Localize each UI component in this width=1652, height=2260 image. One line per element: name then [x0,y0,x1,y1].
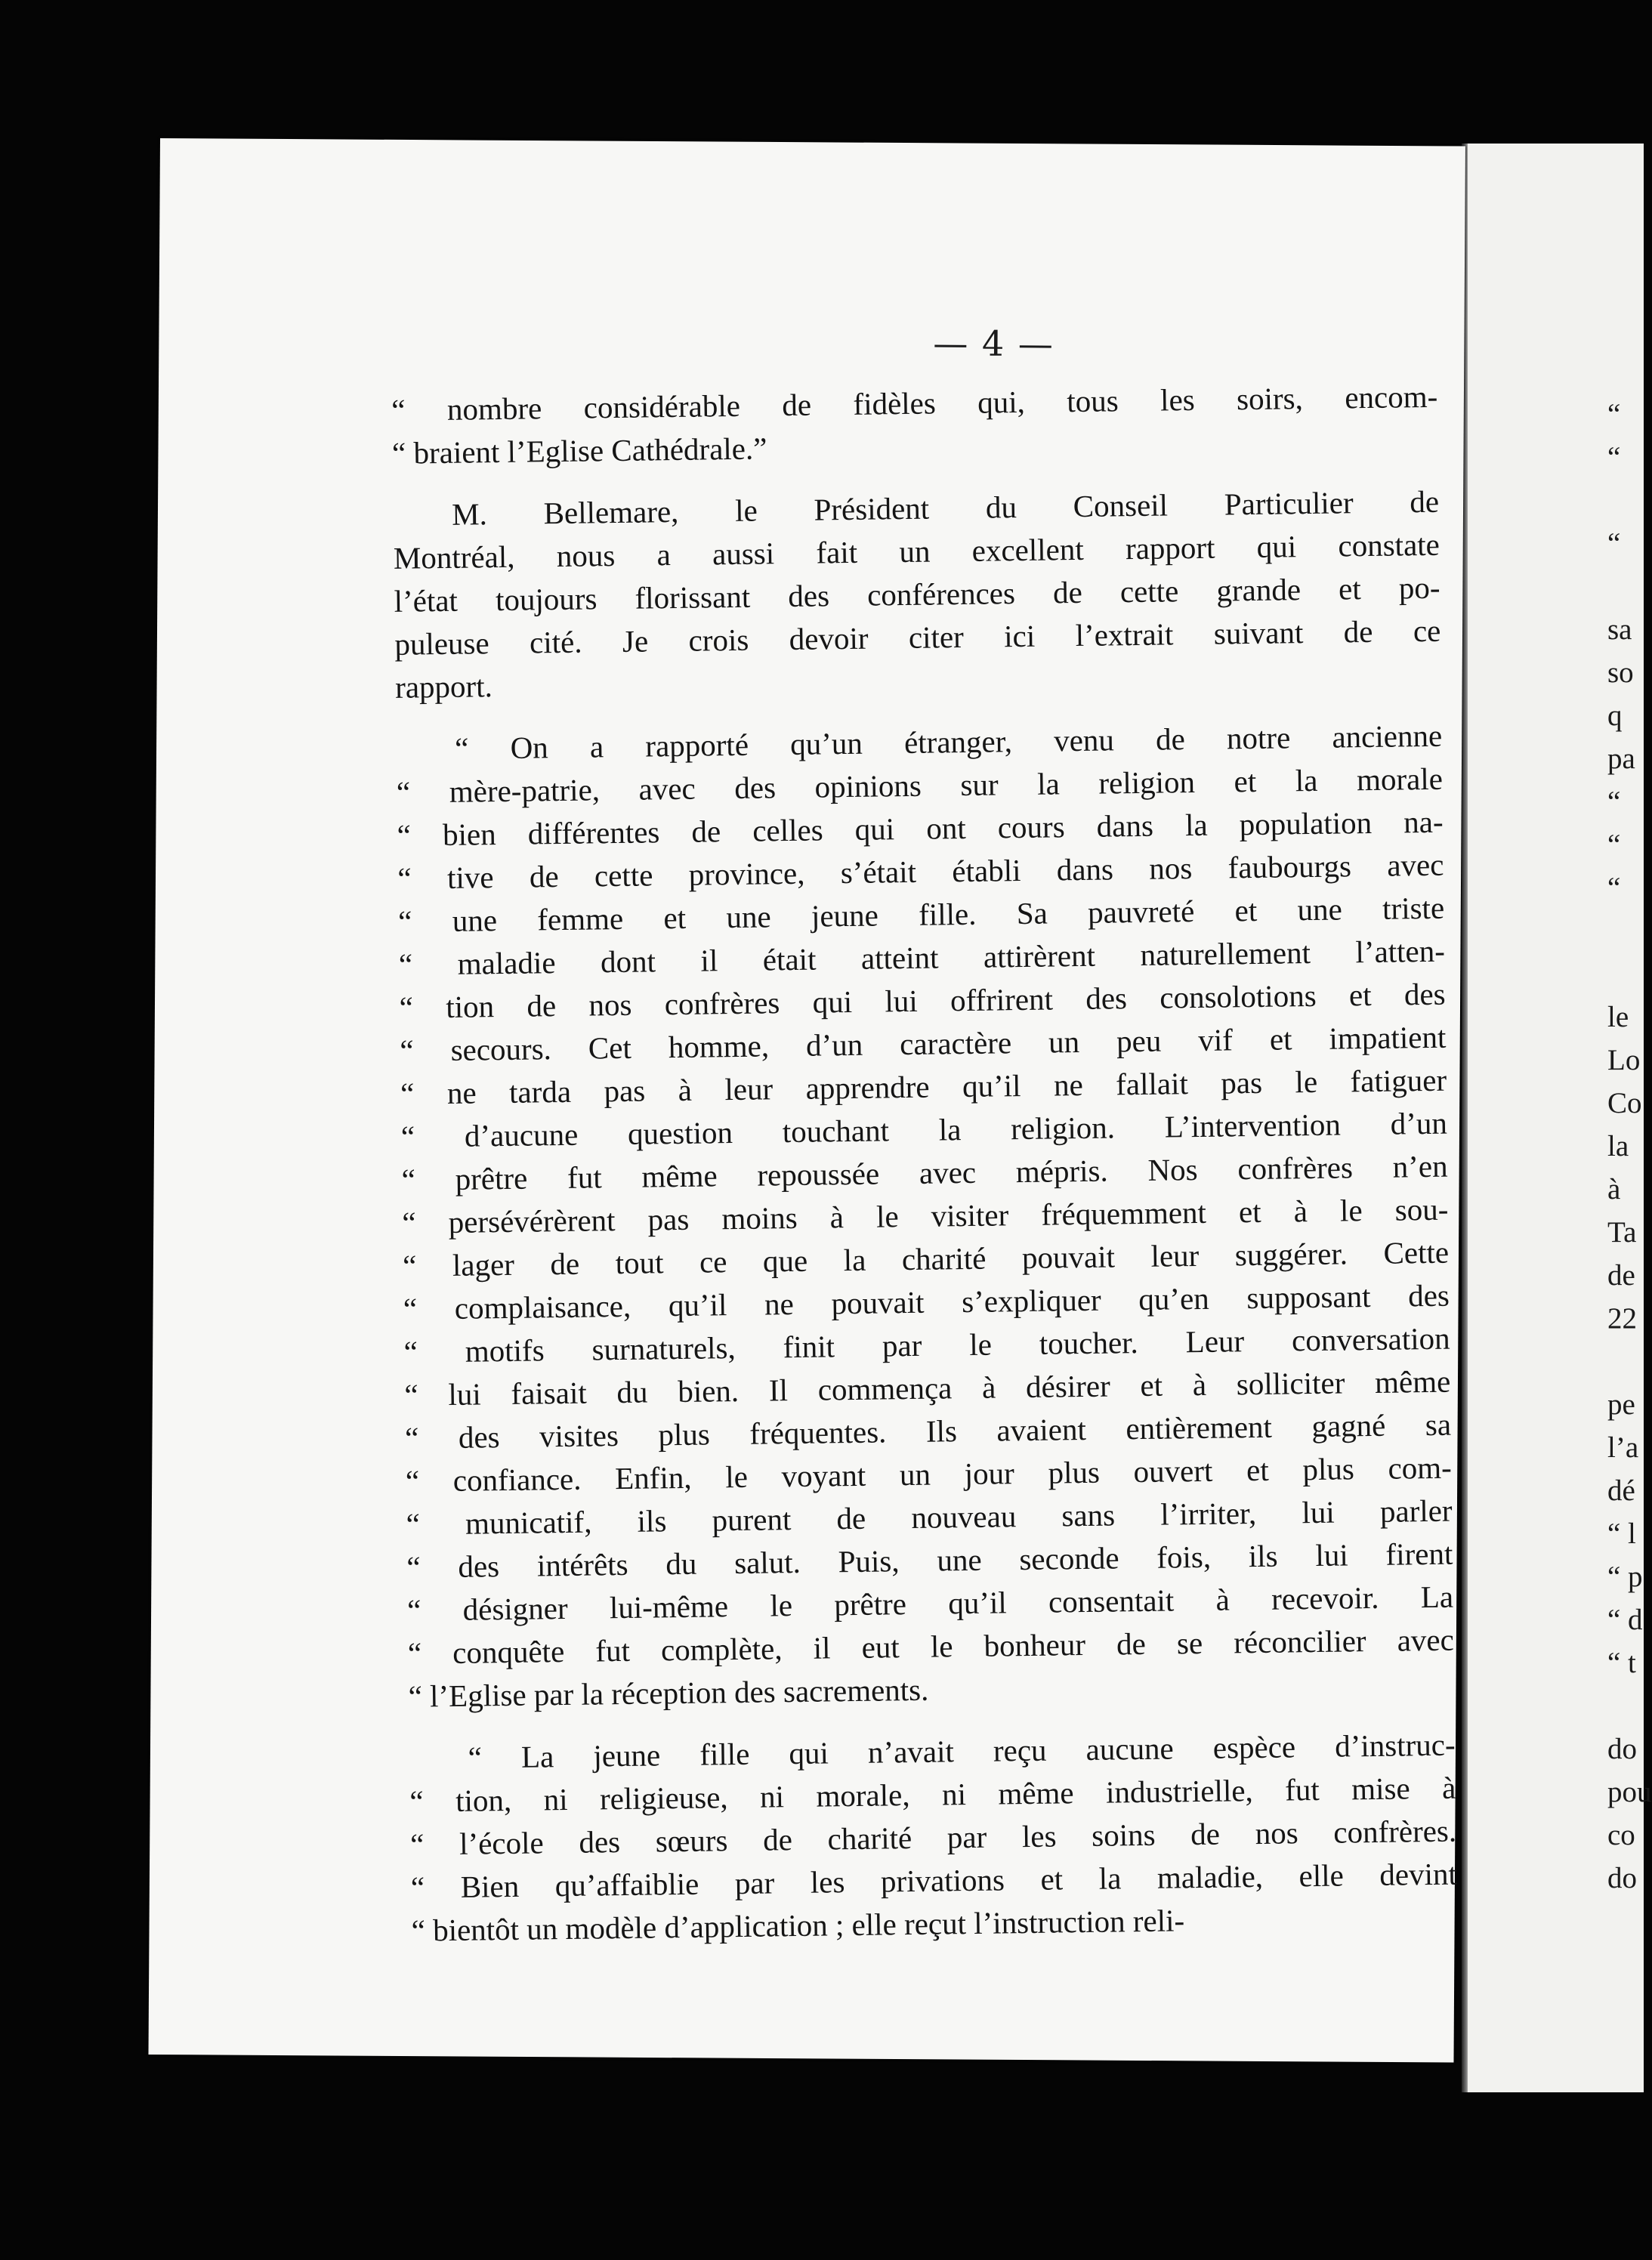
facing-page-fragment: pa [1607,743,1635,775]
facing-page-fragment: co [1607,1819,1635,1851]
text-line: “ municatif, ils purent de nouveau sans l’irriter, lui parler [406,1493,1453,1542]
facing-page-fragment: q [1607,699,1623,732]
document-page [149,138,1465,2063]
facing-page-fragment: la [1607,1130,1629,1162]
text-line: Montréal, nous a aussi fait un excellent rapport qui constate [393,526,1440,576]
text-line: “ lager de tout ce que la charité pouvait leur suggérer. Cette [402,1234,1450,1283]
facing-page-fragment: “ [1607,441,1621,474]
text-line: “ des visites plus fréquentes. Ils avaient entièrement gagné sa [404,1406,1452,1456]
body-text [391,375,1458,1953]
facing-page-fragment: sa [1607,613,1632,646]
facing-page-fragment [1607,565,1652,608]
facing-page-fragment: à [1607,1173,1621,1206]
text-line: rapport. [394,668,493,705]
facing-page-fragment: “ d [1607,1604,1643,1636]
facing-page-fragment: dé [1607,1474,1635,1507]
text-line: M. Bellemare, le Président du Conseil Particulier de [451,483,1440,532]
text-line: “ bien différentes de celles qui ont cours dans la population na- [397,804,1444,853]
facing-page-fragment: do [1607,1733,1637,1765]
text-line: “ Bien qu’affaiblie par les privations et la maladie, elle devint [410,1856,1458,1905]
text-line: “ mère-patrie, avec des opinions sur la religion et la morale [396,761,1444,810]
text-line: “ confiance. Enfin, le voyant un jour plus ouvert et plus com- [405,1450,1453,1499]
text-line: puleuse cité. Je crois devoir citer ici l’extrait suivant de ce [394,613,1441,662]
facing-page-fragment [1607,909,1652,952]
facing-page-fragment: “ [1607,829,1621,861]
facing-page-fragment: 22 [1607,1302,1637,1335]
text-line: “ conquête fut complète, il eut le bonheur de se réconcilier avec [407,1622,1455,1671]
text-line: “ l’école des sœurs de charité par les soins de nos confrères. [409,1813,1457,1862]
text-line: “ motifs surnaturels, finit par le toucher. Leur conversation [403,1320,1450,1369]
text-line: “ prêtre fut même repoussée avec mépris. Nos confrères n’en [401,1148,1448,1197]
facing-page-fragment: Lo [1607,1044,1641,1076]
facing-page-fragment: l’a [1607,1431,1639,1464]
facing-page-fragment: do [1607,1862,1637,1894]
text-line: “ On a rapporté qu’un étranger, venu de notre ancienne [454,718,1443,766]
facing-page-fragment [1607,1340,1652,1383]
facing-page-fragment [1607,479,1652,522]
text-line: “ d’aucune question touchant la religion. L’intervention d’un [400,1105,1448,1154]
text-line: “ tion de nos confrères qui lui offrirent des consolotions et des [399,976,1446,1025]
text-line: “ braient l’Eglise Cathédrale.” [391,431,767,471]
facing-page-fragment: pou [1607,1776,1652,1808]
facing-page-fragment: Co [1607,1087,1642,1119]
facing-page-fragment: so [1607,656,1634,689]
text-line: “ des intérêts du salut. Puis, une seconde fois, ils lui firent [406,1536,1453,1585]
text-line: “ ne tarda pas à leur apprendre qu’il ne fallait pas le fatiguer [400,1062,1447,1111]
facing-page-fragment: de [1607,1259,1635,1292]
facing-page-fragment [1607,952,1652,996]
text-line: “ lui faisait du bien. Il commença à désirer et à solliciter même [404,1363,1451,1412]
facing-page-fragment: “ [1607,527,1621,560]
text-line: “ l’Eglise par la réception des sacrements. [408,1672,929,1714]
text-line: “ maladie dont il était atteint attirèrent naturellement l’atten- [398,933,1446,982]
text-line: “ tion, ni religieuse, ni morale, ni même industrielle, fut mise à [409,1770,1456,1819]
text-line: “ bientôt un modèle d’application ; elle reçut l’instruction reli- [411,1903,1185,1948]
text-line: l’état toujours florissant des conférences de cette grande et po- [394,570,1440,619]
text-line: “ une femme et une jeune fille. Sa pauvreté et une triste [397,890,1445,939]
facing-page-fragment: Ta [1607,1216,1637,1249]
text-line: “ désigner lui-même le prêtre qu’il consentait à recevoir. La [406,1579,1454,1628]
text-line: “ secours. Cet homme, d’un caractère un peu vif et impatient [400,1019,1447,1068]
text-line: “ tive de cette province, s’était établi dans nos faubourgs avec [397,847,1444,896]
text-line: “ nombre considérable de fidèles qui, tous les soirs, encom- [391,378,1438,428]
facing-page-fragment: “ t [1607,1647,1636,1679]
facing-page-fragment: “ [1607,872,1621,904]
facing-page-fragment [1607,1684,1652,1727]
facing-page-fragment: le [1607,1001,1629,1033]
page-number: — 4 — [933,323,1055,365]
facing-page-fragment: “ p [1607,1561,1643,1593]
facing-page-fragment: “ l [1607,1517,1636,1550]
facing-page-fragment: “ [1607,398,1621,431]
facing-page-fragment: “ [1607,786,1621,818]
facing-page-fragment: pe [1607,1388,1635,1421]
facing-page-text-fragments [1607,393,1652,1900]
text-line: “ persévérèrent pas moins à le visiter fréquemment et à le sou- [402,1191,1449,1240]
text-line: “ La jeune fille qui n’avait reçu aucune espèce d’instruc- [468,1727,1456,1775]
text-line: “ complaisance, qu’il ne pouvait s’expliquer qu’en supposant des [403,1277,1450,1326]
